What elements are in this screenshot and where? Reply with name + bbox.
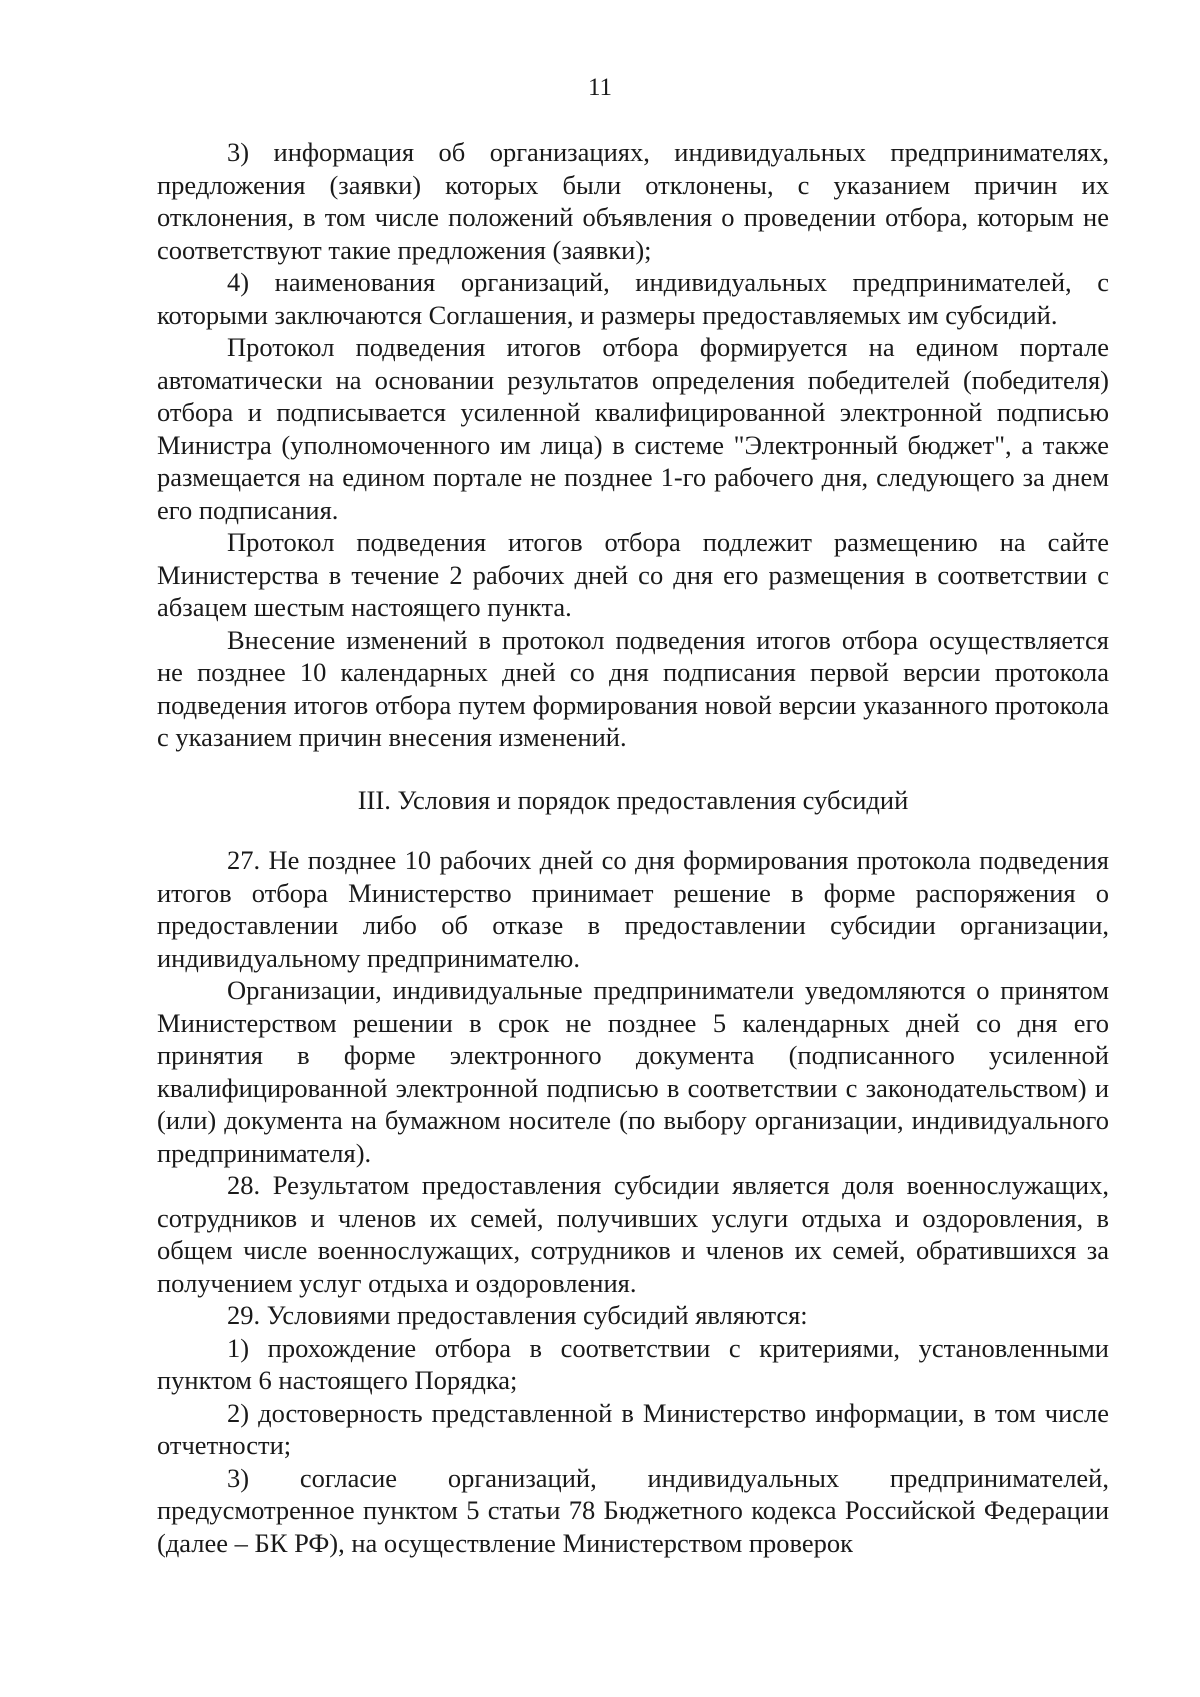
paragraph-protocol-publication: Протокол подведения итогов отбора подлежит размещению на сайте Министерства в течение 2 рабочих дней со дня его размещения в соответствии с абзацем шестым настоящего пункта.	[157, 527, 1109, 622]
paragraph-item-3-info-rejected: 3) информация об организациях, индивидуальных предпринимателях, предложения (заявки) которых были отклонены, с указанием причин их отклонения, в том числе положений объявления о проведении отбора, которым не соответствуют такие предложения (заявки);	[157, 137, 1109, 265]
paragraph-condition-2: 2) достоверность представленной в Министерство информации, в том числе отчетности;	[157, 1397, 1109, 1460]
document-body	[157, 136, 1109, 1559]
page-number: 11	[587, 74, 613, 101]
paragraph-clause-27: 27. Не позднее 10 рабочих дней со дня формирования протокола подведения итогов отбора Министерство принимает решение в форме распоряжения о предоставлении либо об отказе в предоставлении субсидии организации, индивидуальному предпринимателю.	[157, 845, 1109, 973]
paragraph-condition-3: 3) согласие организаций, индивидуальных предпринимателей, предусмотренное пунктом 5 статьи 78 Бюджетного кодекса Российской Федерации (далее – БК РФ), на осуществление Министерством проверок	[157, 1462, 1109, 1558]
paragraph-clause-28: 28. Результатом предоставления субсидии является доля военнослужащих, сотрудников и членов их семей, получивших услуги отдыха и оздоровления, в общем числе военнослужащих, сотрудников и членов их семей, обратившихся за получением услуг отдыха и оздоровления.	[157, 1170, 1109, 1298]
paragraph-condition-1: 1) прохождение отбора в соответствии с критериями, установленными пунктом 6 настоящего Порядка;	[157, 1332, 1109, 1395]
paragraph-clause-29: 29. Условиями предоставления субсидий являются:	[227, 1300, 808, 1330]
paragraph-protocol-changes: Внесение изменений в протокол подведения итогов отбора осуществляется не позднее 10 календарных дней со дня подписания первой версии протокола подведения итогов отбора путем формирования новой версии указанного протокола с указанием причин внесения изменений.	[157, 624, 1109, 752]
section-heading: III. Условия и порядок предоставления субсидий	[357, 784, 909, 815]
paragraph-notification: Организации, индивидуальные предприниматели уведомляются о принятом Министерством решении в срок не позднее 5 календарных дней со дня его принятия в форме электронного документа (подписанного усиленной квалифицированной электронной подписью в соответствии с законодательством) и (или) документа на бумажном носителе (по выбору организации, индивидуального предпринимателя).	[157, 975, 1109, 1168]
paragraph-item-4-names: 4) наименования организаций, индивидуальных предпринимателей, с которыми заключаются Соглашения, и размеры предоставляемых им субсидий.	[157, 267, 1109, 330]
paragraph-protocol-formation: Протокол подведения итогов отбора формируется на едином портале автоматически на основании результатов определения победителей (победителя) отбора и подписывается усиленной квалифицированной электронной подписью Министра (уполномоченного им лица) в системе "Электронный бюджет", а также размещается на едином портале не позднее 1-го рабочего дня, следующего за днем его подписания.	[157, 332, 1109, 525]
